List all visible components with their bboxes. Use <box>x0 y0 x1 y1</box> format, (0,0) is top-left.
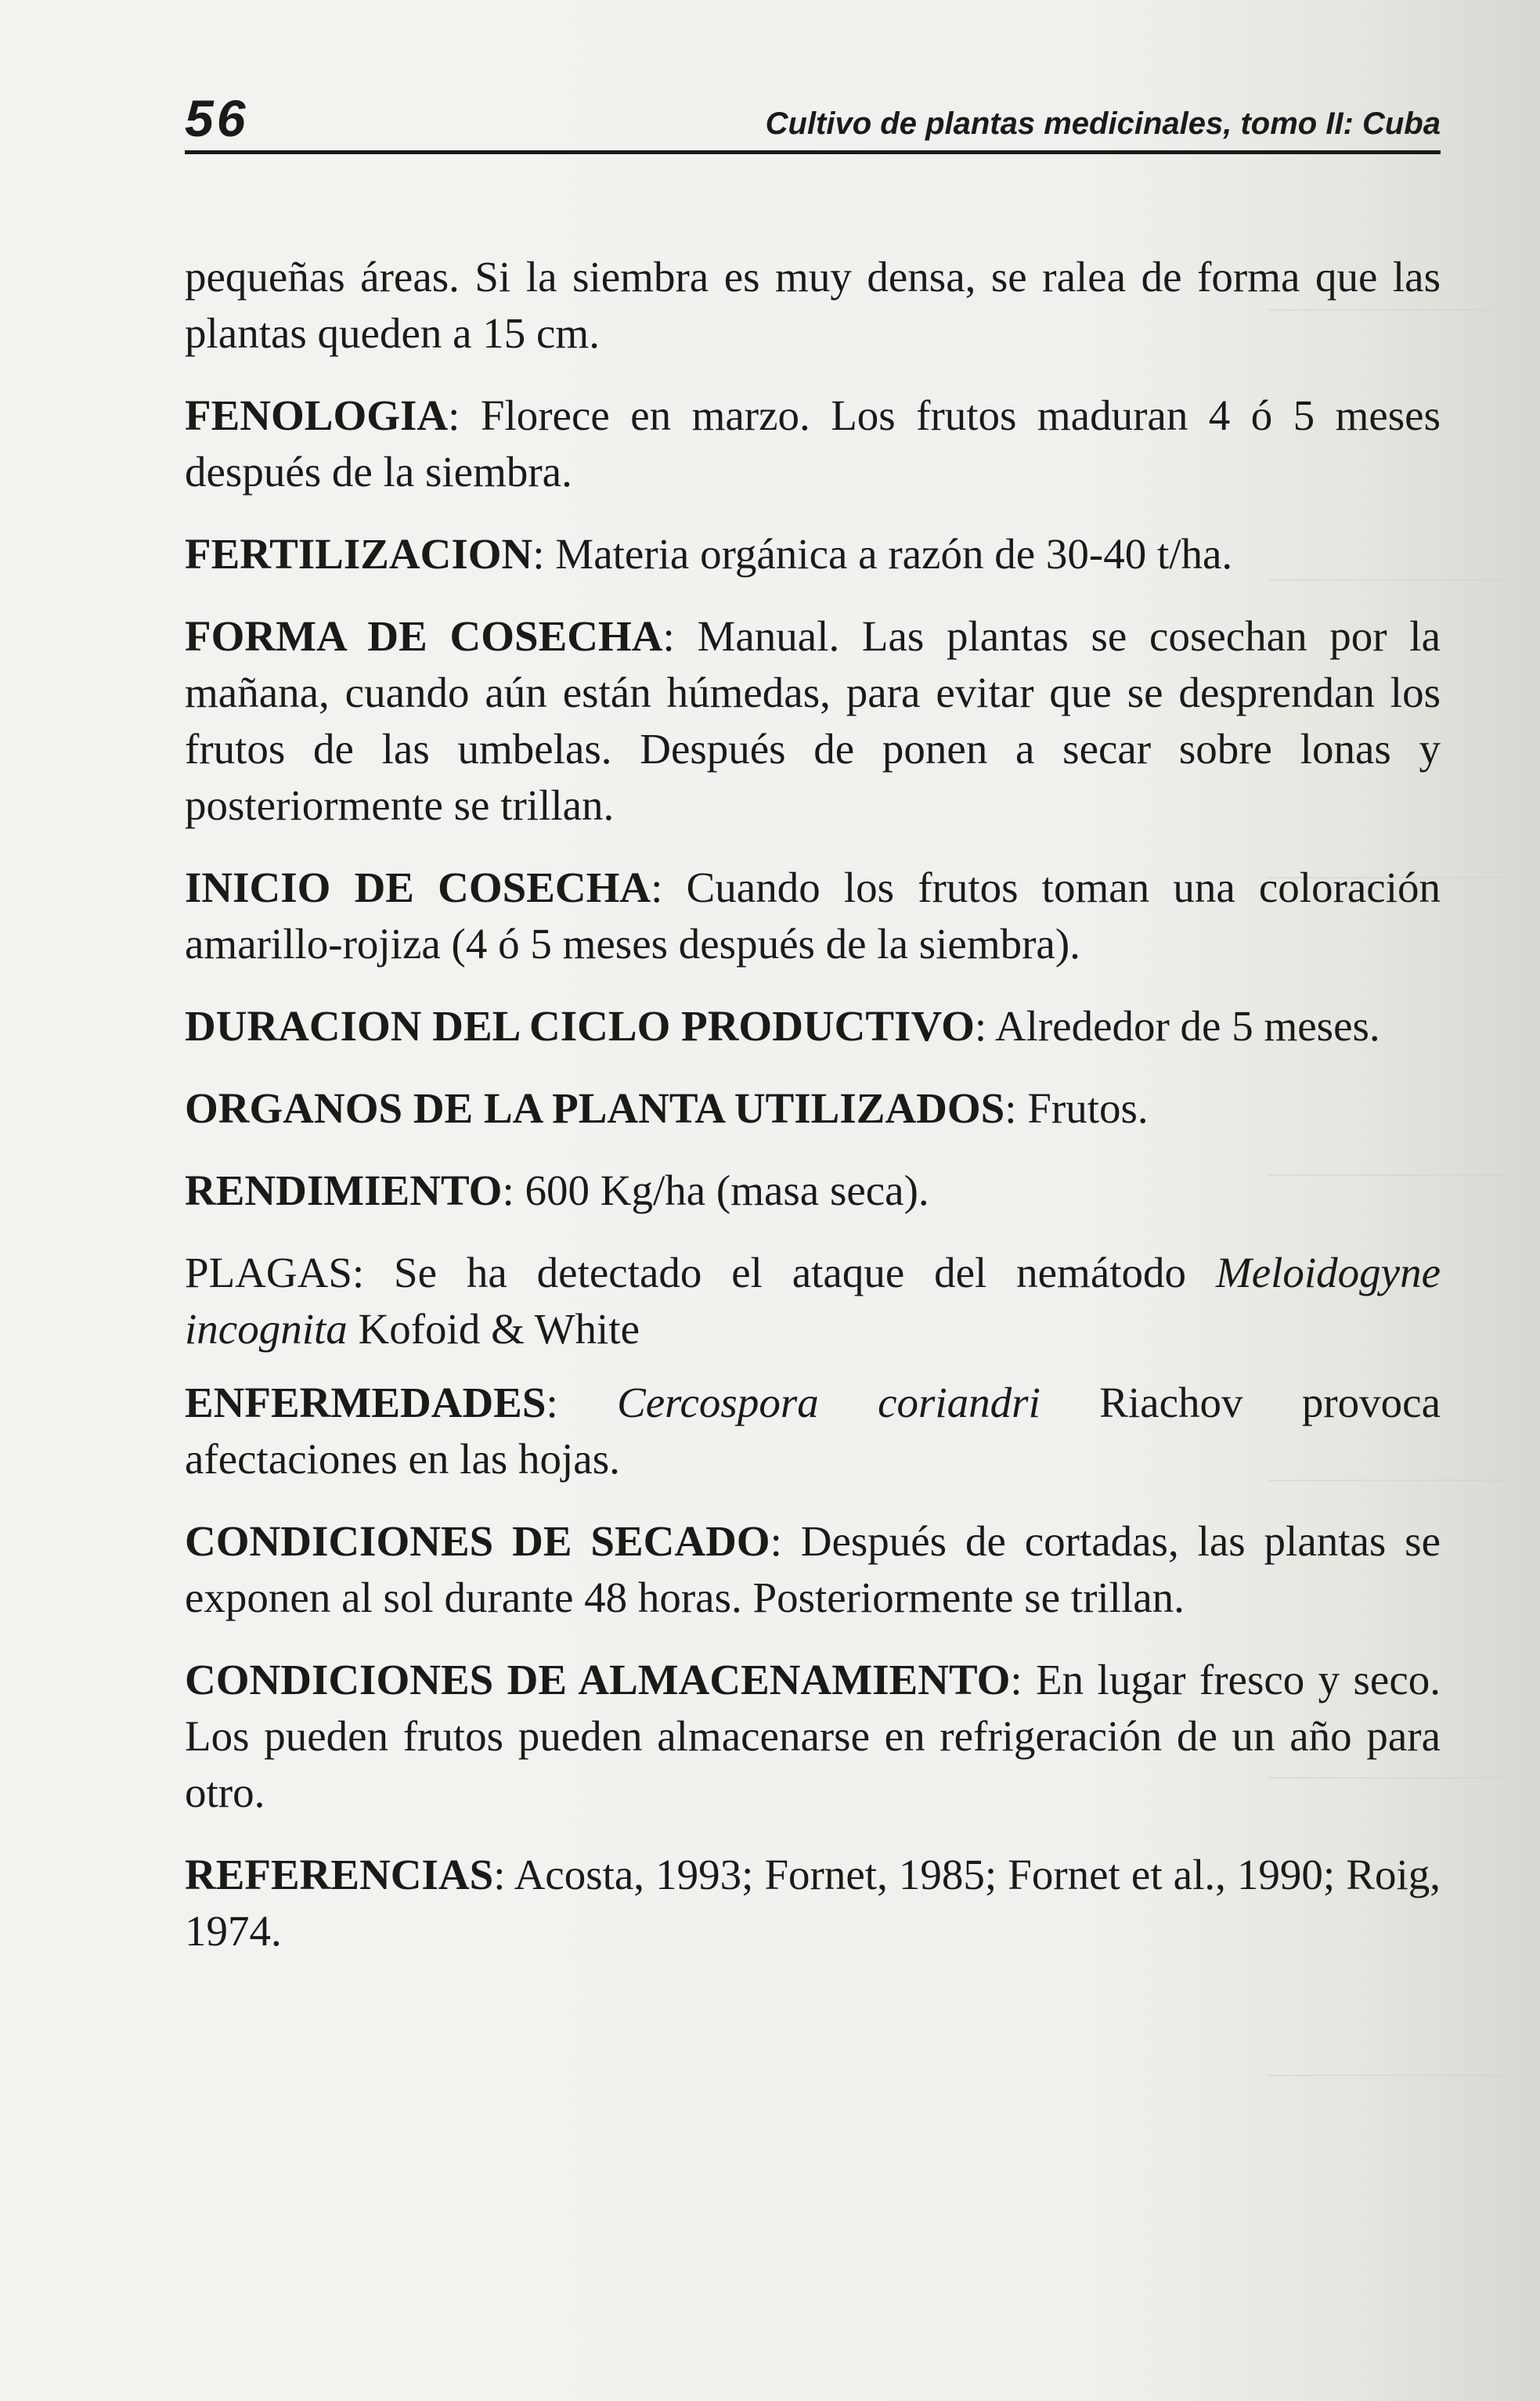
section-text: : Florece en marzo. Los frutos maduran 4 ó 5 meses después de la siembra. <box>185 391 1441 496</box>
section-label: ORGANOS DE LA PLANTA UTILIZADOS <box>185 1084 1005 1132</box>
section-label: REFERENCIAS <box>185 1851 494 1898</box>
section-text: PLAGAS: Se ha detectado el ataque del nemátodo <box>185 1249 1216 1296</box>
section-text: Riachov provoca afectaciones en las hojas. <box>185 1379 1441 1483</box>
section-plagas <box>185 1245 1441 1357</box>
running-title: Cultivo de plantas medicinales, tomo II: Cuba <box>765 106 1441 141</box>
section-rendimiento <box>185 1163 1441 1219</box>
section-text: : Materia orgánica a razón de 30-40 t/ha. <box>532 530 1233 578</box>
paragraph-text: pequeñas áreas. Si la siembra es muy densa, se ralea de forma que las plantas queden a 15 cm. <box>185 253 1441 357</box>
section-text: : Alrededor de 5 meses. <box>974 1002 1380 1050</box>
section-forma-de-cosecha <box>185 608 1441 834</box>
species-name: Cercospora coriandri <box>617 1379 1040 1426</box>
page-header <box>185 72 1441 154</box>
section-label: ENFERMEDADES <box>185 1379 546 1426</box>
section-fenologia <box>185 388 1441 500</box>
section-text: : 600 Kg/ha (masa seca). <box>502 1166 929 1214</box>
section-label: DURACION DEL CICLO PRODUCTIVO <box>185 1002 975 1050</box>
section-text: : Después de cortadas, las plantas se exponen al sol durante 48 horas. Posteriormente se trillan. <box>185 1517 1441 1621</box>
bleed-through-line <box>1268 2075 1503 2076</box>
section-label: FERTILIZACION <box>185 530 533 578</box>
page-body <box>185 249 1441 1985</box>
section-inicio-de-cosecha <box>185 860 1441 972</box>
section-label: INICIO DE COSECHA <box>185 863 651 911</box>
section-fertilizacion <box>185 526 1441 582</box>
section-organos-utilizados <box>185 1080 1441 1137</box>
section-text: : Cuando los frutos toman una coloración amarillo-rojiza (4 ó 5 meses después de la siembra). <box>185 863 1441 968</box>
section-text: : Manual. Las plantas se cosechan por la mañana, cuando aún están húmedas, para evitar que se desprendan los frutos de las umbelas. Después de ponen a secar sobre lonas y posteriormente se trillan. <box>185 612 1441 829</box>
section-label: RENDIMIENTO <box>185 1166 503 1214</box>
section-referencias <box>185 1847 1441 1959</box>
species-name: Meloidogyne incognita <box>185 1249 1441 1353</box>
section-text: : Acosta, 1993; Fornet, 1985; Fornet et al., 1990; Roig, 1974. <box>185 1851 1441 1955</box>
section-text: : En lugar fresco y seco. Los pueden frutos pueden almacenarse en refrigeración de un año para otro. <box>185 1656 1441 1816</box>
section-label: FENOLOGIA <box>185 391 449 439</box>
section-condiciones-secado <box>185 1513 1441 1626</box>
section-text: : <box>546 1379 618 1426</box>
paragraph-continuation <box>185 249 1441 362</box>
section-label: CONDICIONES DE ALMACENAMIENTO <box>185 1656 1011 1703</box>
section-condiciones-almacenamiento <box>185 1652 1441 1821</box>
section-label: FORMA DE COSECHA <box>185 612 663 660</box>
section-duracion-ciclo <box>185 998 1441 1054</box>
page-number: 56 <box>185 89 249 147</box>
section-label: CONDICIONES DE SECADO <box>185 1517 770 1565</box>
section-enfermedades <box>185 1375 1441 1487</box>
section-text: : Frutos. <box>1004 1084 1149 1132</box>
section-text: Kofoid & White <box>347 1305 640 1353</box>
